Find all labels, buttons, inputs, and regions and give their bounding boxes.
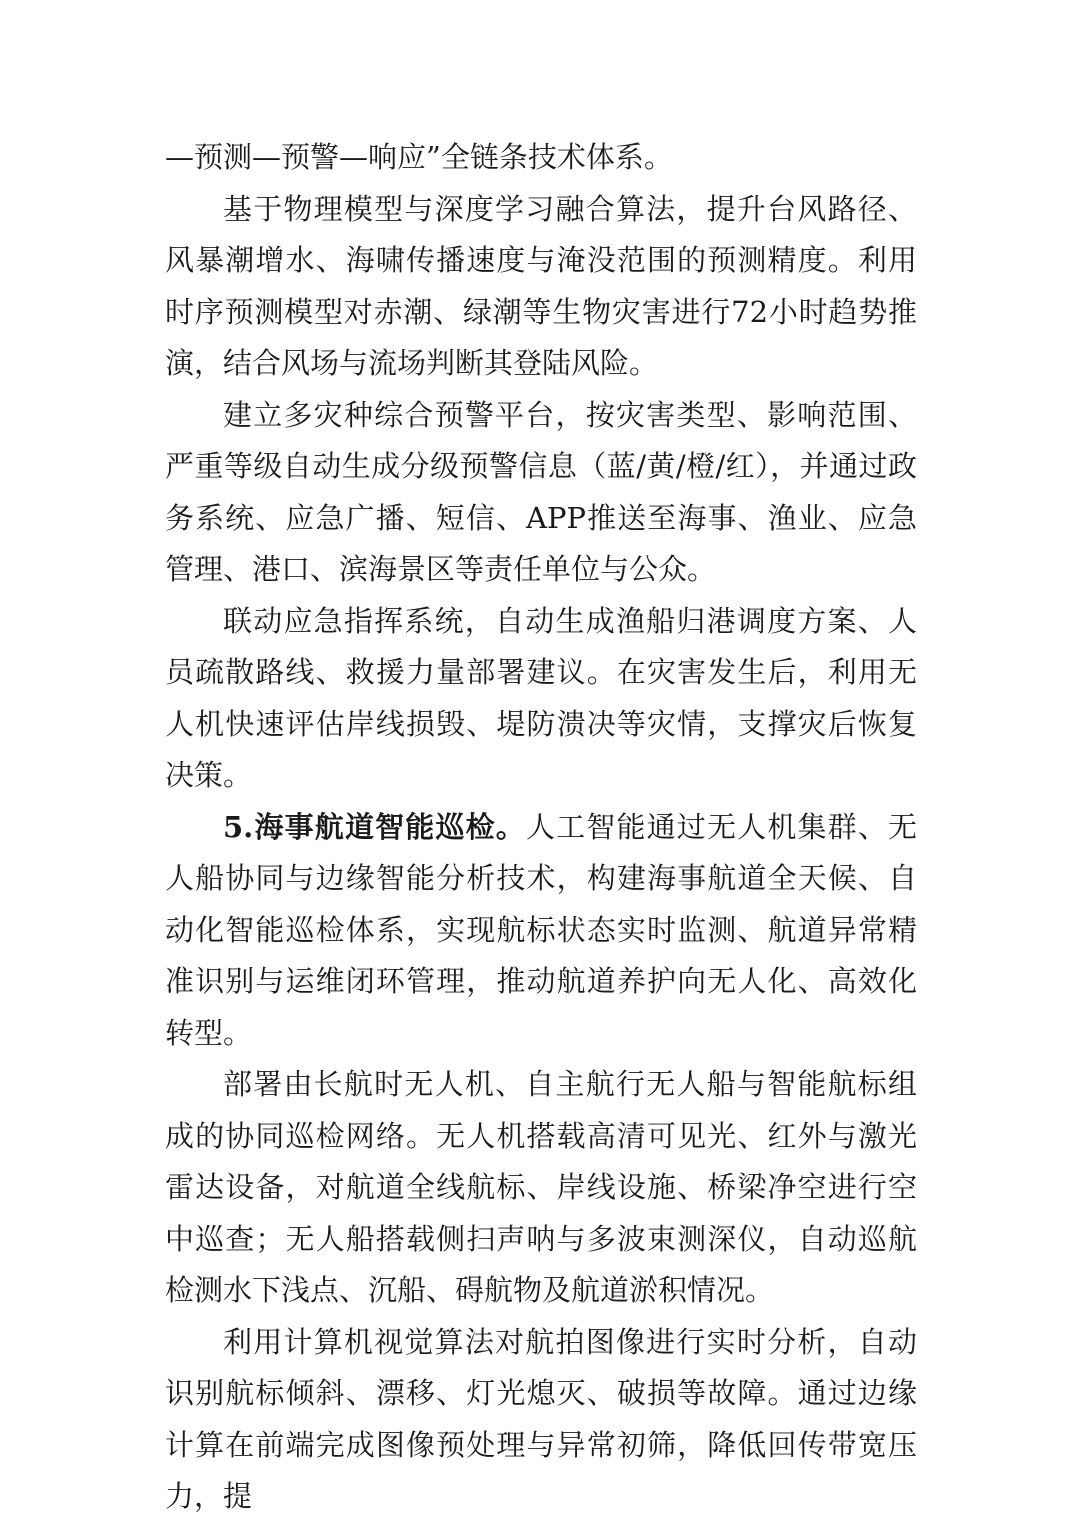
section-heading-text: 人工智能通过无人机集群、无人船协同与边缘智能分析技术，构建海事航道全天候、自动化智能巡检体系，实现航标状态实时监测、航道异常精准识别与运维闭环管理，推动航道养护向无人化、高效化转型。 bbox=[165, 809, 917, 1050]
body-text bbox=[165, 132, 917, 1523]
paragraph-channel-inspection bbox=[165, 802, 917, 1060]
section-heading: 5.海事航道智能巡检。 bbox=[223, 809, 526, 844]
paragraph-patrol-network: 部署由长航时无人机、自主航行无人船与智能航标组成的协同巡检网络。无人机搭载高清可见光、红外与激光雷达设备，对航道全线航标、岸线设施、桥梁净空进行空中巡查；无人船搭载侧扫声呐与多波束测深仪，自动巡航检测水下浅点、沉船、碍航物及航道淤积情况。 bbox=[165, 1067, 917, 1307]
paragraph-warning-platform: 建立多灾种综合预警平台，按灾害类型、影响范围、严重等级自动生成分级预警信息（蓝/黄/橙/红），并通过政务系统、应急广播、短信、APP推送至海事、渔业、应急管理、港口、滨海景区等责任单位与公众。 bbox=[165, 397, 917, 586]
paragraph-emergency-command: 联动应急指挥系统，自动生成渔船归港调度方案、人员疏散路线、救援力量部署建议。在灾害发生后，利用无人机快速评估岸线损毁、堤防溃决等灾情，支撑灾后恢复决策。 bbox=[165, 603, 917, 792]
paragraph-continuation: —预测—预警—响应”全链条技术体系。 bbox=[165, 140, 673, 174]
paragraph-forecast-models: 基于物理模型与深度学习融合算法，提升台风路径、风暴潮增水、海啸传播速度与淹没范围的预测精度。利用时序预测模型对赤潮、绿潮等生物灾害进行72小时趋势推演，结合风场与流场判断其登陆风险。 bbox=[165, 191, 917, 380]
paragraph-vision-analysis: 利用计算机视觉算法对航拍图像进行实时分析，自动识别航标倾斜、漂移、灯光熄灭、破损等故障。通过边缘计算在前端完成图像预处理与异常初筛，降低回传带宽压力，提 bbox=[165, 1324, 917, 1513]
